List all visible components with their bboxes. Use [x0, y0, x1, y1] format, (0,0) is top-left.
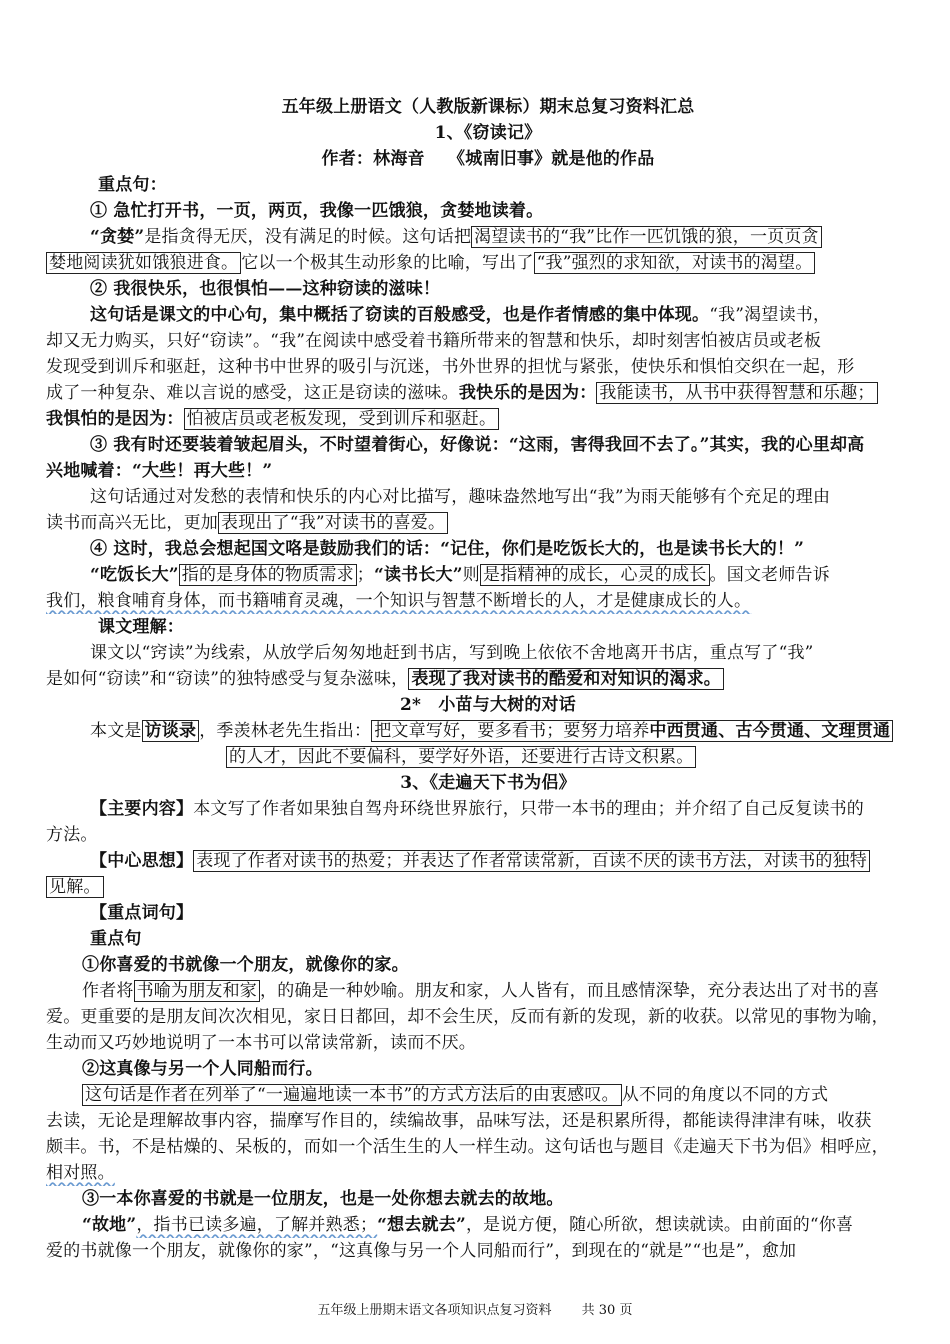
paragraph-line: 这句话通过对发愁的表情和快乐的内心对比描写，趣味盎然地写出“我”为雨天能够有个充足的理由 [90, 487, 831, 507]
paragraph-line [46, 562, 950, 588]
boxed-answer: 表现了作者对读书的热爱；并表达了作者常读常新，百读不厌的读书方法，对读书的独特 [193, 850, 870, 872]
paragraph-line [46, 1082, 950, 1108]
text: ，指书已读多遍，了解并熟悉； [136, 1215, 378, 1235]
text: 作者将 [82, 981, 134, 1001]
boxed-answer: 我能读书，从书中获得智慧和乐趣； [596, 382, 877, 404]
boxed-answer: 是指精神的成长，心灵的成长 [480, 564, 710, 586]
paragraph-line: 却又无力购买，只好“窃读”。“我”在阅读中感受着书籍所带来的智慧和快乐，却时刻害怕被店员或老板 [46, 331, 822, 351]
text: 是指贪得无厌，没有满足的时候。这句话把 [144, 227, 472, 247]
text: 把文章写好，要多看书；要努力培养 [374, 721, 650, 741]
text: ，的确是一种妙喻。朋友和家，人人皆有，而且感情深挚，充分表达出了对书的喜 [260, 981, 880, 1001]
boxed-answer [371, 720, 893, 742]
paragraph-line [46, 1212, 950, 1238]
paragraph-line [46, 666, 930, 692]
boxed-answer: 这句话是作者在列举了“一遍遍地读一本书”的方式方法后的由衷感叹。 [82, 1084, 622, 1106]
term: “吃饭长大” [90, 565, 179, 585]
boxed-answer: “我”强烈的求知欲，对读书的渴望。 [534, 252, 816, 274]
boxed-answer: 的人才，因此不要偏科，要学好外语，还要进行古诗文积累。 [226, 746, 696, 768]
text: ，是说方便，随心所欲，想读就读。由前面的“你喜 [465, 1215, 854, 1235]
key-sentence-2: ②这真像与另一个人同船而行。 [82, 1059, 323, 1079]
section-1-author: 作者：林海音 《城南旧事》就是他的作品 [321, 149, 655, 169]
boxed-answer: 见解。 [46, 876, 104, 898]
page-title: 五年级上册语文（人教版新课标）期末总复习资料汇总 [281, 97, 695, 117]
paragraph-line: 颇丰。书，不是枯燥的、呆板的，而如一个活生生的人一样生动。这句话也与题目《走遍天下书为侣》相呼应， [46, 1137, 889, 1157]
paragraph-line [46, 588, 930, 614]
paragraph-line [46, 744, 950, 770]
paragraph-line: 去读，无论是理解故事内容，揣摩写作目的，续编故事，品味写法，还是积累所得，都能读得津津有味，收获 [46, 1111, 872, 1131]
key-sentences-label: 重点句： [98, 175, 167, 195]
text: ； [356, 565, 374, 585]
term: “想去就去” [377, 1215, 466, 1235]
text: 读书而高兴无比，更加 [46, 513, 218, 533]
text: 相对照。 [46, 1163, 115, 1183]
text: 则 [462, 565, 480, 585]
key-words-label: 【重点词句】 [90, 903, 194, 923]
text: 是如何“窃读”和“窃读”的独特感受与复杂滋味， [46, 669, 409, 689]
text: 。国文老师告诉 [709, 565, 830, 585]
boxed-answer: 表现了我对读书的酷爱和对知识的渴求。 [408, 668, 724, 690]
text: 我快乐的是因为： [458, 383, 597, 403]
text: 我们，粮食哺育身体，而书籍哺育灵魂，一个知识与智慧不断增长的人，才是健康成长的人。 [46, 591, 752, 611]
paragraph-line [46, 250, 930, 276]
central-idea-label: 【中心思想】 [90, 851, 194, 871]
term: “故地” [82, 1215, 137, 1235]
main-content-label: 【主要内容】 [90, 799, 194, 819]
boxed-answer: 怕被店员或老板发现，受到训斥和驱赶。 [184, 408, 500, 430]
text: 成了一种复杂、难以言说的感受，这正是窃读的滋味。 [46, 383, 459, 403]
text: 这句话是课文的中心句，集中概括了窃读的百般感受，也是作者情感的集中体现。 [90, 305, 710, 325]
term: “贪婪” [90, 227, 145, 247]
text: 它以一个极其生动形象的比喻，写出了 [241, 253, 534, 273]
key-sentence-3-cont: 兴地喊着：“大些！再大些！” [46, 461, 273, 481]
boxed-answer: 婪地阅读犹如饿狼进食。 [46, 252, 241, 274]
key-sentence-1: ①你喜爱的书就像一个朋友，就像你的家。 [82, 955, 409, 975]
term: “读书长大” [373, 565, 463, 585]
key-sentence-4: ④ 这时，我总会想起国文咯是鼓励我们的话：“记住，你们是吃饭长大的，也是读书长大的！” [90, 539, 805, 559]
paragraph-line [46, 796, 950, 822]
key-sentence-2: ② 我很快乐，也很惧怕——这种窃读的滋味！ [90, 279, 441, 299]
paragraph-line: 课文以“窍读”为线索，从放学后匆匆地赶到书店，写到晚上依依不舍地离开书店，重点写了“我” [90, 643, 814, 663]
understanding-label: 课文理解： [98, 617, 184, 637]
paragraph-line: 方法。 [46, 825, 98, 845]
paragraph-line [46, 874, 930, 900]
boxed-answer: 书喻为朋友和家 [134, 980, 260, 1002]
page-footer: 五年级上册期末语文各项知识点复习资料 共 30 页 [317, 1303, 633, 1318]
paragraph-line [46, 380, 930, 406]
section-1-heading: 1、《窃读记》 [434, 123, 542, 143]
paragraph-line: 爱的书就像一个朋友，就像你的家”，“这真像与另一个人同船而行”，到现在的“就是”“也是”，愈加 [46, 1241, 797, 1261]
paragraph-line: 爱。更重要的是朋友间次次相见，家日日都回，却不会生厌，反而有新的发现，新的收获。以常见的事物为喻， [46, 1007, 889, 1027]
text: 从不同的角度以不同的方式 [621, 1085, 829, 1105]
key-sentence-3: ③一本你喜爱的书就是一位朋友，也是一处你想去就去的故地。 [82, 1189, 564, 1209]
section-3-heading: 3、《走遍天下书为侣》 [400, 773, 576, 793]
boxed-answer: 渴望读书的“我”比作一匹饥饿的狼，一页页贪 [471, 226, 822, 248]
paragraph-line [46, 510, 930, 536]
paragraph-line [46, 848, 950, 874]
text: “我”渴望读书， [709, 305, 831, 325]
key-sentence-label: 重点句 [90, 929, 142, 949]
text: 中西贯通、古今贯通、文理贯通 [649, 721, 891, 741]
boxed-answer: 指的是身体的物质需求 [179, 564, 357, 586]
paragraph-line [46, 406, 930, 432]
text: 本文是 [90, 721, 142, 741]
paragraph-line [46, 978, 950, 1004]
key-sentence-1: ① 急忙打开书，一页，两页，我像一匹饿狼，贪婪地读着。 [90, 201, 544, 221]
paragraph-line [46, 302, 950, 328]
boxed-answer: 访谈录 [142, 720, 200, 742]
paragraph-line: 发现受到训斥和驱赶，这种书中世界的吸引与沉迷，书外世界的担忧与紧张，使快乐和惧怕交织在一起，形 [46, 357, 855, 377]
paragraph-line [46, 224, 950, 250]
paragraph-line: 生动而又巧妙地说明了一本书可以常读常新，读而不厌。 [46, 1033, 476, 1053]
section-2-heading: 2* 小苗与大树的对话 [400, 695, 576, 715]
text: 本文写了作者如果独自驾舟环绕世界旅行，只带一本书的理由；并介绍了自己反复读书的 [193, 799, 865, 819]
text: 我惧怕的是因为： [46, 409, 184, 429]
paragraph-line [46, 1160, 930, 1186]
paragraph-line [46, 718, 950, 744]
boxed-answer: 表现出了“我”对读书的喜爱。 [218, 512, 448, 534]
key-sentence-3: ③ 我有时还要装着皱起眉头，不时望着街心，好像说：“这雨，害得我回不去了。”其实，我的心里却高 [90, 435, 865, 455]
text: ，季羡林老先生指出： [199, 721, 372, 741]
